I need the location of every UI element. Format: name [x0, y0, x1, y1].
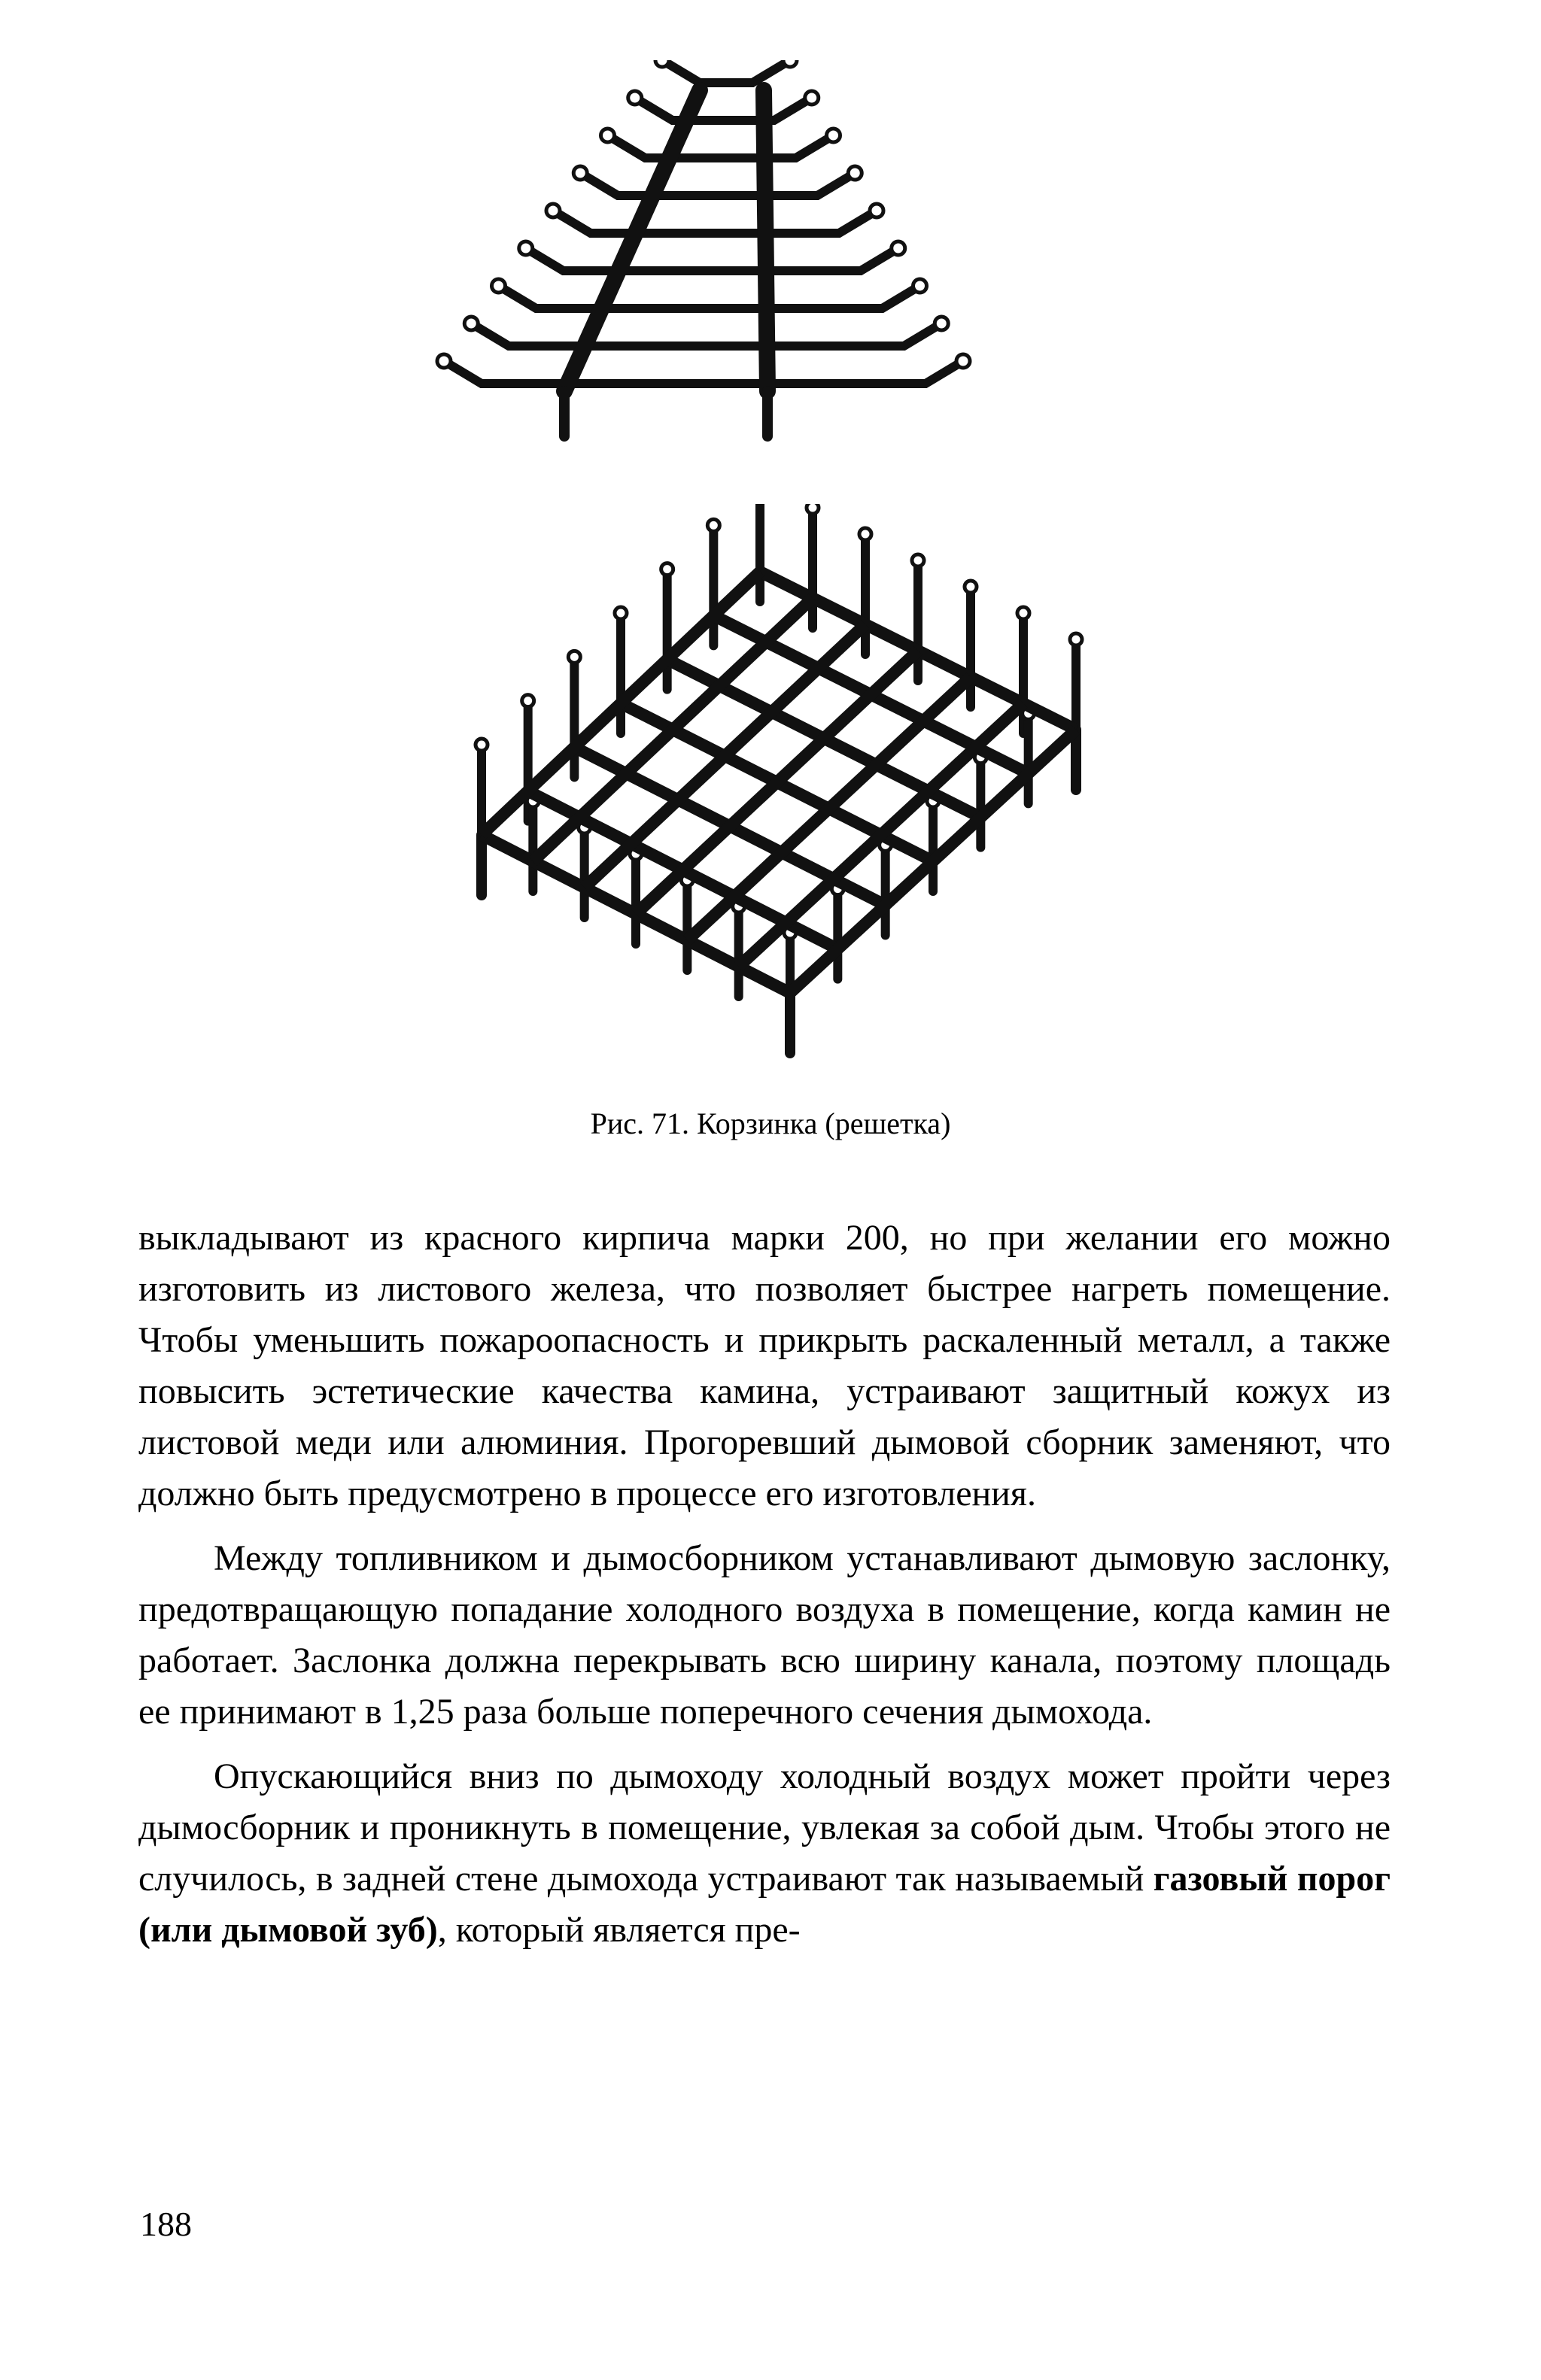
grate-bar	[499, 286, 920, 308]
cross-rail	[764, 90, 767, 391]
bar-end	[464, 317, 478, 330]
grid-bar	[687, 677, 971, 940]
post-knob	[522, 695, 534, 707]
bar-end	[827, 129, 840, 142]
post-knob	[1017, 607, 1029, 619]
text-run: выкладывают из красного кирпича марки 200, но при желании его можно изготовить из листового железа, что позволяет быстрее нагреть помещение. Чтобы уменьшить пожароопасность и прикрыть раскаленный металл, а также повысить эстетические качества камина, устраивают защитный кожух из листовой меди или алюминия. Прогоревший дымовой сборник заменяют, что должно быть предусмотрено в процессе его изготовления.	[138, 1218, 1391, 1513]
paragraph	[138, 1533, 1391, 1738]
post-knob	[615, 607, 627, 619]
bar-end	[956, 354, 970, 368]
paragraph	[138, 1213, 1391, 1519]
bar-end	[870, 204, 883, 217]
bar-end	[783, 60, 797, 67]
post-knob	[807, 504, 819, 514]
post-knob	[859, 528, 871, 540]
grate-bar	[662, 60, 790, 83]
post-knob	[476, 739, 488, 751]
grate-side-view-figure	[421, 60, 1023, 444]
bar-end	[913, 279, 927, 293]
post-knob	[1070, 633, 1082, 645]
grid-bar	[636, 651, 918, 914]
bar-end	[628, 91, 642, 105]
bar-end	[892, 241, 905, 255]
grid-bar	[790, 730, 1076, 993]
grate-bar	[608, 135, 834, 158]
page-number: 188	[140, 2205, 192, 2243]
text-run: Опускающийся вниз по дымоходу холодный воздух может пройти через дымосборник и проникнуть в помещение, увлекая за собой дым. Чтобы этого не случилось, в задней стене дымохода устраивают так называемый	[138, 1756, 1391, 1899]
bold-term: газовый порог (или дымовой зуб)	[138, 1859, 1391, 1950]
body-text	[138, 1213, 1391, 1956]
post-knob	[707, 519, 719, 531]
grate-bar	[444, 361, 963, 384]
grate-basket-figure	[421, 504, 1114, 1076]
post-knob	[661, 563, 673, 575]
bar-end	[492, 279, 506, 293]
text-run: , который является пре-	[437, 1910, 801, 1950]
bar-end	[437, 354, 451, 368]
post-knob	[912, 554, 924, 566]
paragraph	[138, 1751, 1391, 1956]
grid-bar	[585, 624, 865, 888]
bar-end	[519, 241, 533, 255]
post-knob	[568, 651, 580, 663]
bar-end	[805, 91, 819, 105]
text-run: Между топливником и дымосборником устанавливают дымовую заслонку, предотвращающую попадание холодного воздуха в помещение, когда камин не работает. Заслонка должна перекрывать всю ширину канала, поэтому площадь ее принимают в 1,25 раза больше поперечного сечения дымохода.	[138, 1538, 1391, 1732]
bar-end	[573, 166, 587, 180]
post-knob	[965, 581, 977, 593]
bar-end	[601, 129, 615, 142]
bar-end	[935, 317, 948, 330]
bar-end	[546, 204, 560, 217]
grate-bar	[526, 248, 898, 271]
grate-bar	[580, 173, 855, 196]
grate-bar	[471, 323, 941, 346]
grate-bar	[553, 211, 877, 233]
figure-caption: Рис. 71. Корзинка (решетка)	[590, 1107, 951, 1140]
bar-end	[848, 166, 862, 180]
bar-end	[655, 60, 669, 67]
grate-bar	[635, 98, 812, 120]
